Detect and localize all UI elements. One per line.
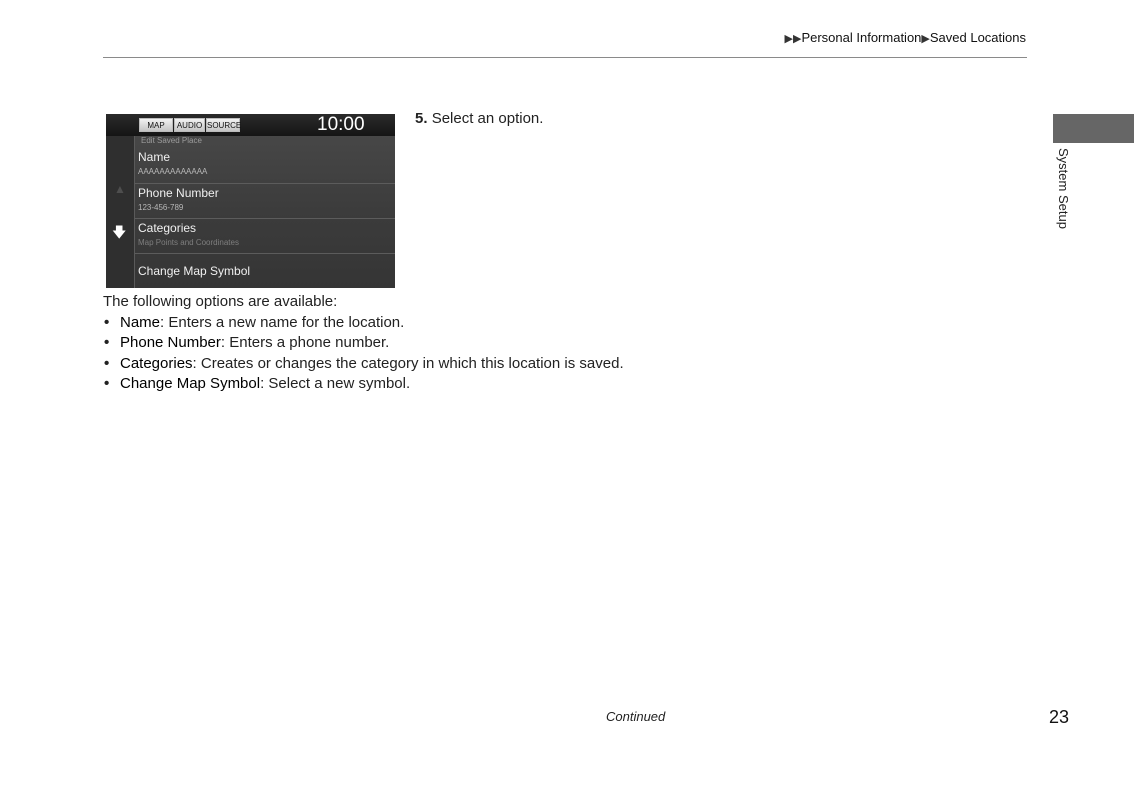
step-text: Select an option. [431,110,544,127]
breadcrumb [785,30,1026,45]
screen-clock: 10:00 [317,114,365,135]
screen-row-categories [135,219,395,254]
screen-row-subtitle: 123-456-789 [138,203,184,212]
screen-header-text: Edit Saved Place [141,136,202,145]
screen-row-title: Name [138,150,171,164]
options-list [104,313,624,394]
screen-map-button: MAP [139,118,173,132]
list-item [104,354,624,374]
bullet-icon: • [104,334,110,352]
screen-row-title: Phone Number [138,186,219,200]
options-intro: The following options are available: [103,293,338,310]
screen-row-subtitle: AAAAAAAAAAAAA [138,167,208,176]
option-term: Change Map Symbol [120,374,261,392]
breadcrumb-separator: ▶ [921,33,930,45]
header-divider [103,57,1027,58]
list-item [104,374,624,394]
step-number: 5. [415,110,428,127]
breadcrumb-lead-arrows: ▶▶ [784,33,802,45]
bullet-icon: • [104,374,110,392]
screen-scroll-column [106,136,135,288]
page-number: 23 [1049,707,1070,727]
screen-source-button: SOURCE [206,118,240,132]
breadcrumb-page[interactable]: Saved Locations [929,30,1026,45]
screen-row-subtitle: Map Points and Coordinates [138,238,239,247]
option-description: : Enters a phone number. [220,334,390,352]
option-description: : Select a new symbol. [260,374,411,392]
step-instruction [415,110,543,127]
option-description: : Creates or changes the category in which this location is saved. [192,354,624,372]
scroll-down-arrow-icon: 🡇 [112,224,127,240]
scroll-up-arrow-icon: ▲ [114,182,126,196]
list-item [104,333,624,353]
option-term: Categories [120,354,193,372]
option-term: Name [120,314,161,331]
screen-row-phone [135,184,395,219]
navigation-screen-image [106,114,395,288]
option-term: Phone Number [120,334,221,352]
bullet-icon: • [104,354,110,372]
screen-audio-button: AUDIO [174,118,205,132]
list-item [104,313,624,333]
screen-row-title: Categories [138,221,197,235]
option-description: : Enters a new name for the location. [160,314,405,331]
breadcrumb-section[interactable]: Personal Information [801,30,922,45]
chapter-tab-marker [1053,114,1134,143]
continued-label: Continued [606,709,666,724]
chapter-tab-label: System Setup [1056,148,1071,229]
screen-row-map-symbol [135,254,395,288]
screen-row-title: Change Map Symbol [138,264,251,278]
bullet-icon: • [104,314,110,331]
screen-row-name [135,148,395,184]
